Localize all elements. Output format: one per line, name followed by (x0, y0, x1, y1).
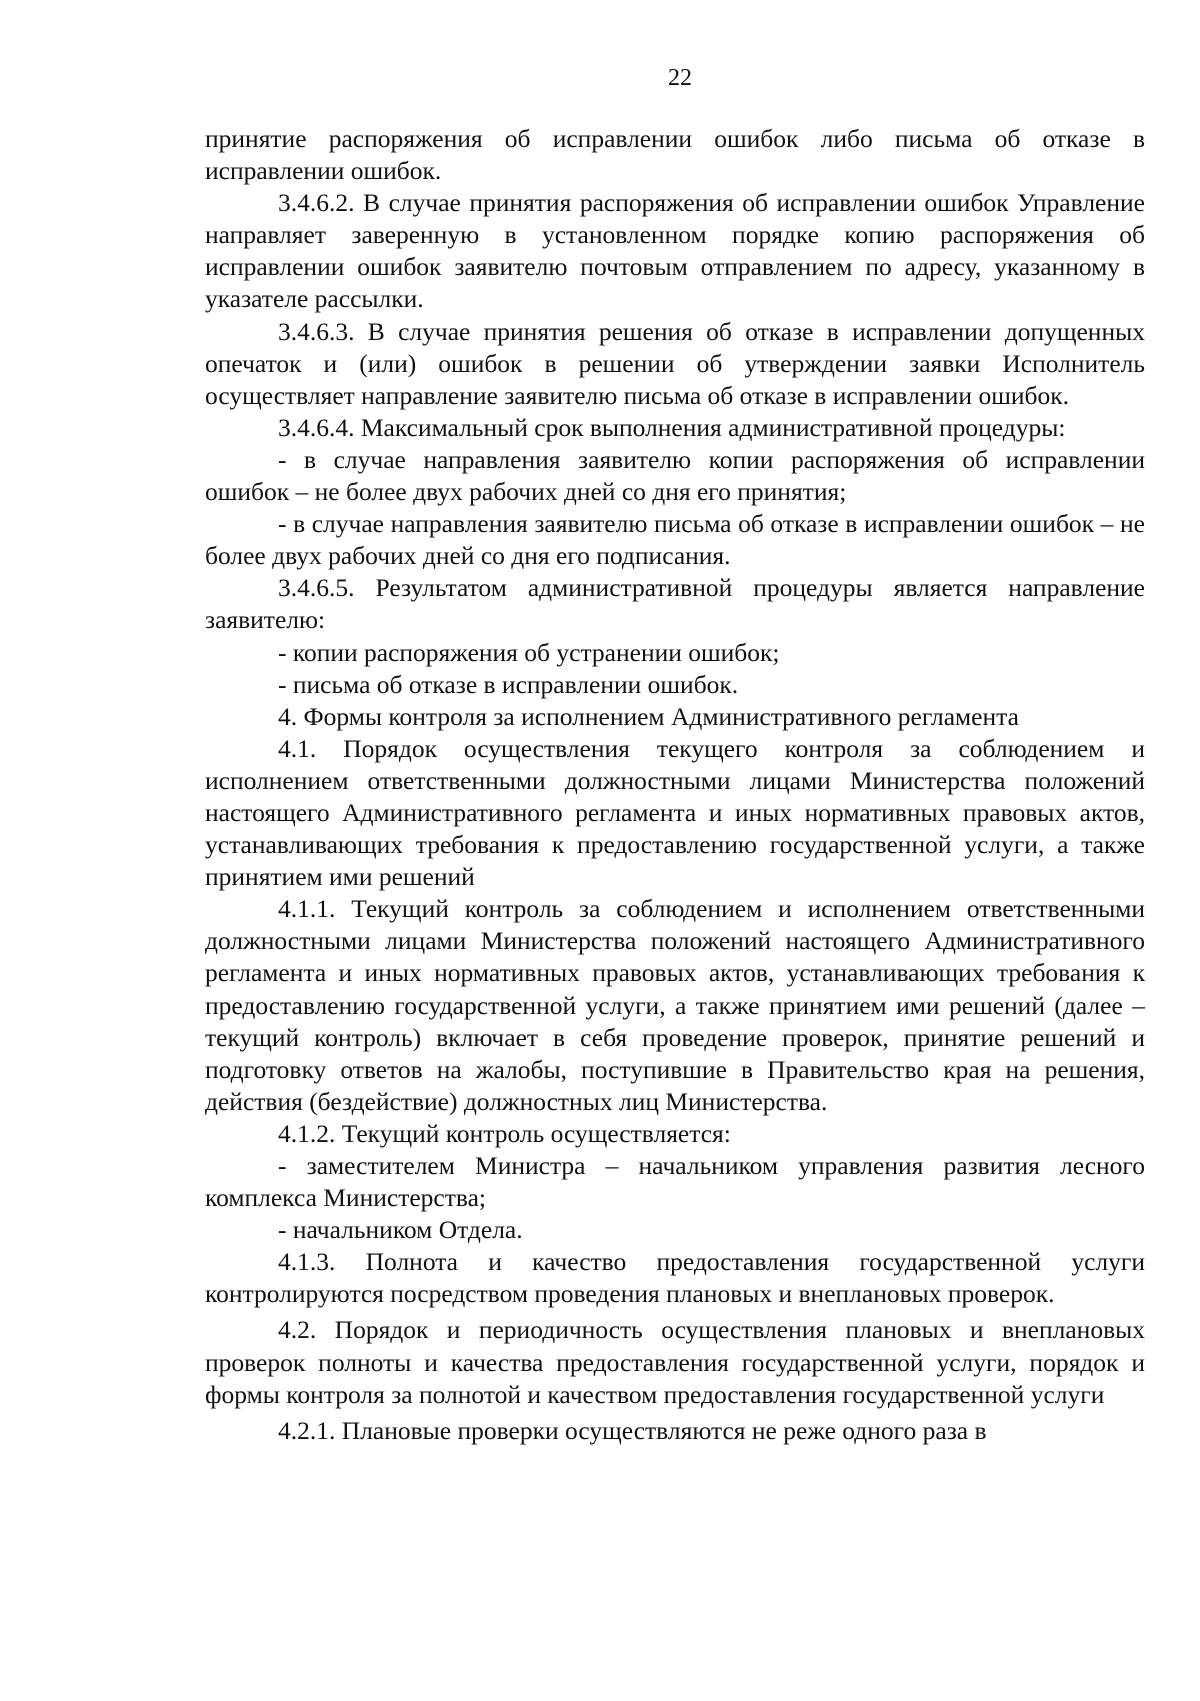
paragraph: 4.2.1. Плановые проверки осуществляются не реже одного раза в (278, 1415, 987, 1445)
list-item: - начальником Отдела. (278, 1215, 523, 1245)
section-heading: 4. Формы контроля за исполнением Административного регламента (278, 701, 1019, 731)
list-item: - копии распоряжения об устранении ошибок; (278, 637, 780, 667)
paragraph: 4.1.2. Текущий контроль осуществляется: (278, 1118, 731, 1148)
paragraph: 3.4.6.2. В случае принятия распоряжения об исправлении ошибок Управление направляет заверенную в установленном порядке копию распоряжения об исправлении ошибок заявителю почтовым отправлением по адресу, указанному в указателе рассылки. (205, 188, 1145, 314)
paragraph: 4.1.1. Текущий контроль за соблюдением и исполнением ответственными должностными лицами Министерства положений настоящего Административного регламента и иных нормативных правовых актов, устанавливающих требования к предоставлению государственной услуги, а также принятием ими решений (далее – текущий контроль) включает в себя проведение проверок, принятие решений и подготовку ответов на жалобы, поступившие в Правительство края на решения, действия (бездействие) должностных лиц Министерства. (205, 894, 1145, 1116)
paragraph: 3.4.6.4. Максимальный срок выполнения административной процедуры: (278, 412, 1066, 442)
list-item: - письма об отказе в исправлении ошибок. (278, 669, 739, 699)
page-number: 22 (668, 65, 692, 91)
list-item: - в случае направления заявителю письма об отказе в исправлении ошибок – не более двух рабочих дней со дня его подписания. (205, 509, 1145, 571)
paragraph: принятие распоряжения об исправлении ошибок либо письма об отказе в исправлении ошибок. (205, 124, 1145, 186)
list-item: - заместителем Министра – начальником управления развития лесного комплекса Министерства; (205, 1151, 1145, 1213)
subsection-heading: 4.2. Порядок и периодичность осуществления плановых и внеплановых проверок полноты и качества предоставления государственной услуги, порядок и формы контроля за полнотой и качеством предоставления государственной услуги (205, 1315, 1145, 1409)
paragraph: 4.1.3. Полнота и качество предоставления государственной услуги контролируются посредством проведения плановых и внеплановых проверок. (205, 1247, 1145, 1309)
paragraph: 3.4.6.3. В случае принятия решения об отказе в исправлении допущенных опечаток и (или) ошибок в решении об утверждении заявки Исполнитель осуществляет направление заявителю письма об отказе в исправлении ошибок. (205, 316, 1145, 410)
list-item: - в случае направления заявителю копии распоряжения об исправлении ошибок – не более двух рабочих дней со дня его принятия; (205, 444, 1145, 507)
paragraph: 3.4.6.5. Результатом административной процедуры является направление заявителю: (205, 573, 1145, 635)
document-body (205, 123, 1145, 1447)
subsection-heading: 4.1. Порядок осуществления текущего контроля за соблюдением и исполнением ответственными должностными лицами Министерства положений настоящего Административного регламента и иных нормативных правовых актов, устанавливающих требования к предоставлению государственной услуги, а также принятием ими решений (205, 733, 1145, 892)
